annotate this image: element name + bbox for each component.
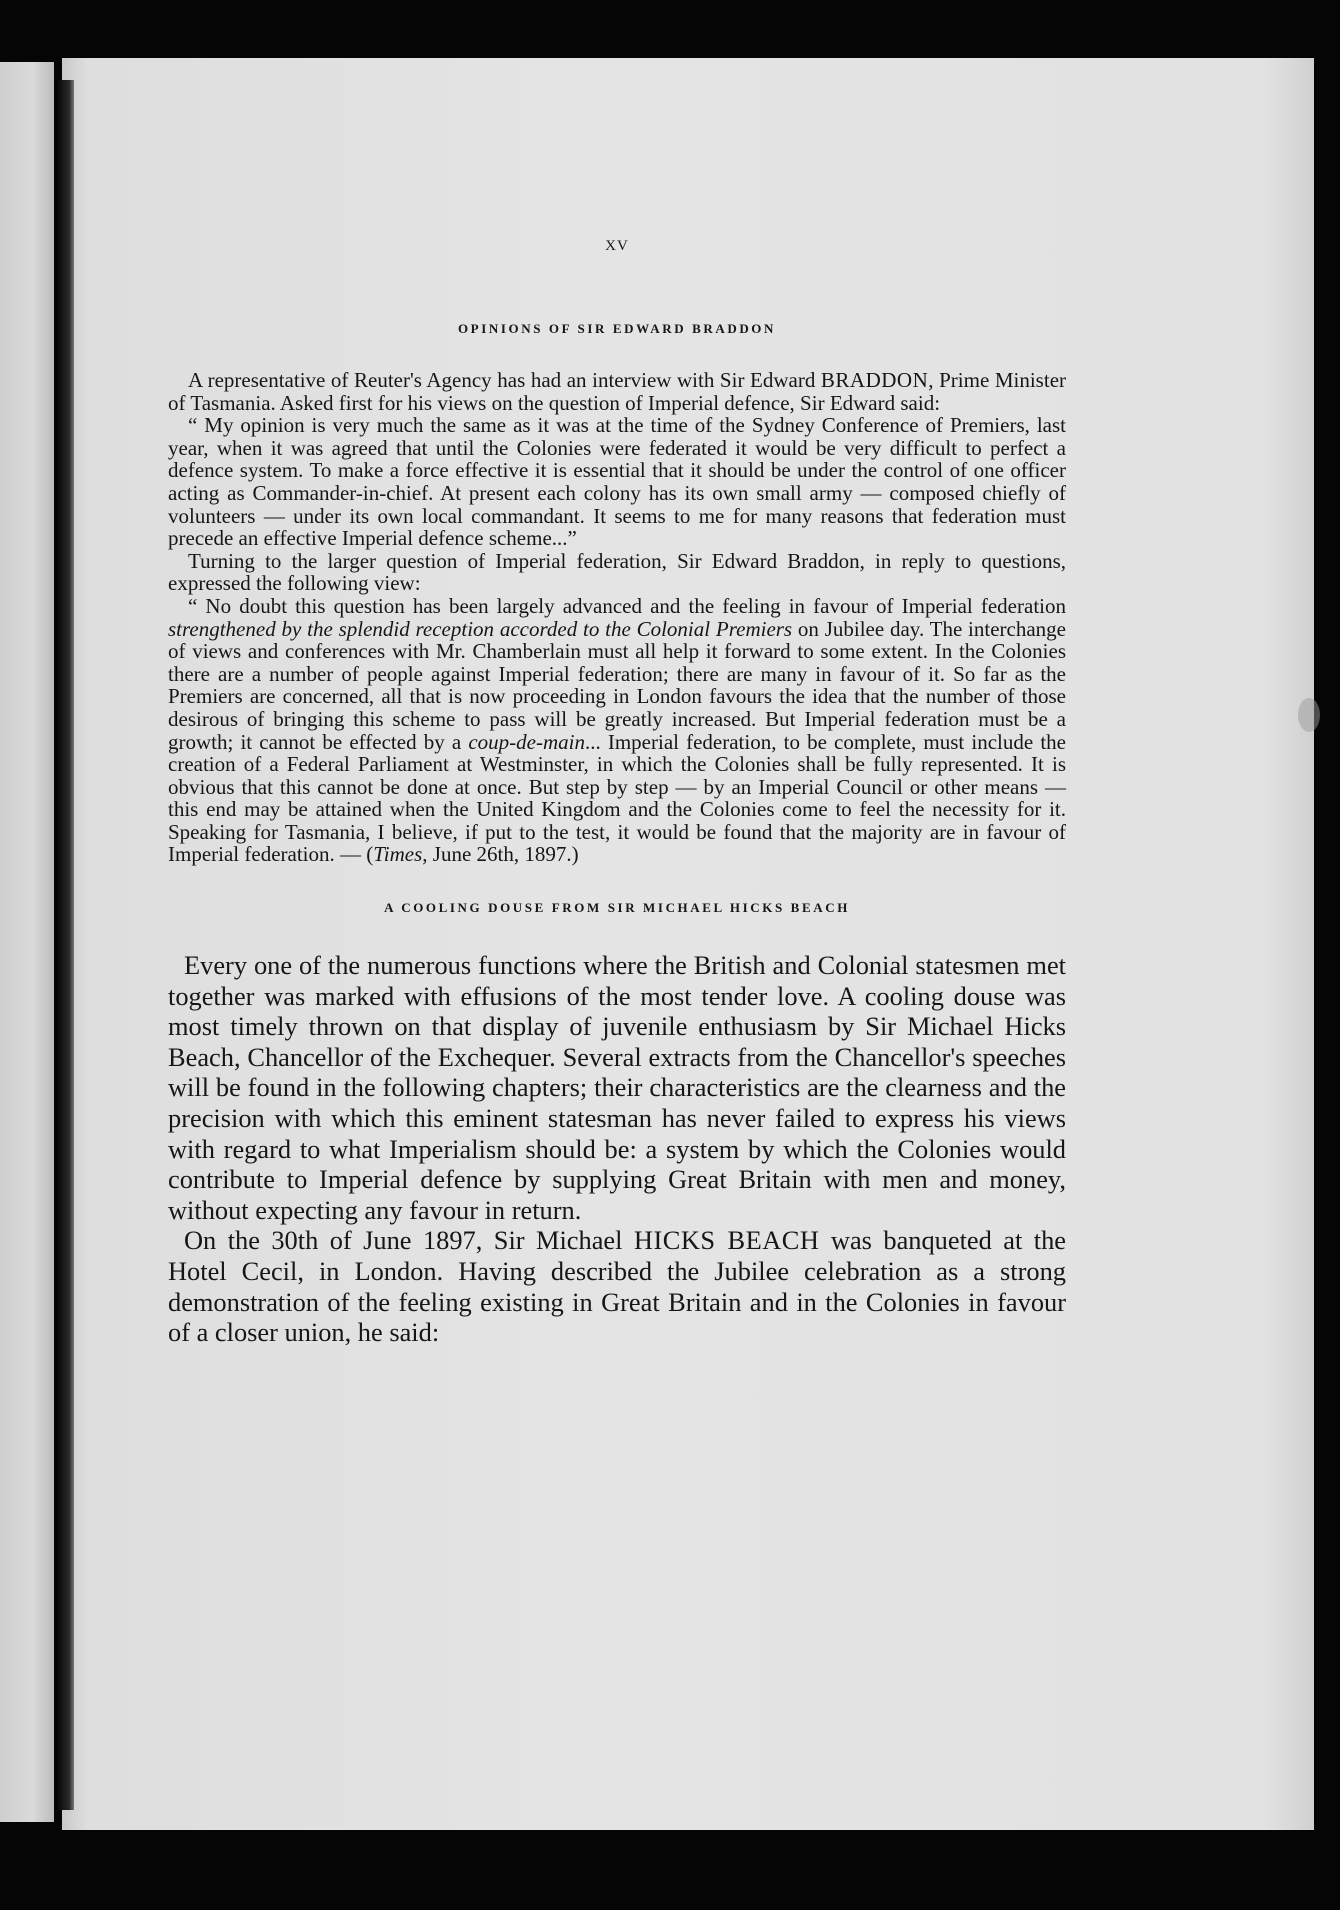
section-heading-braddon: OPINIONS OF SIR EDWARD BRADDON — [457, 321, 777, 336]
paragraph: “ My opinion is very much the same as it was at the time of the Sydney Conference of Premiers, last year, when it was agreed that until the Colonies were federated it would be very difficult to perfect a defence system. To make a force effective it is essential that it should be under the control of one officer acting as Commander-in-chief. At present each colony has its own small army — composed chiefly of volunteers — under its own local commandant. It seems to me for many reasons that federation must precede an effective Imperial defence scheme...” — [168, 413, 1066, 551]
emphasis: strengthened by the splendid reception accorded to the Colonial Premiers — [168, 616, 793, 641]
emphasis: coup-de-main — [468, 729, 585, 754]
paragraph: Every one of the numerous functions where the British and Colonial statesmen met together was marked with effusions of the most tender love. A cooling douse was most timely thrown on that display of juvenile enthusiasm by Sir Michael Hicks Beach, Chancellor of the Exchequer. Several extracts from the Chancellor's speeches will be found in the following chapters; their characteristics are the clearness and the precision with which this eminent statesman has never failed to express his views with regard to what Imperialism should be: a system by which the Colonies would contribute to Imperial defence by supplying Great Britain with men and money, without expecting any favour in return. — [168, 950, 1066, 1225]
person-name: BRADDON — [820, 368, 929, 392]
chapter-number: XV — [605, 238, 629, 254]
paragraph: On the 30th of June 1897, Sir Michael HICKS BEACH was banqueted at the Hotel Cecil, in London. Having described the Jubilee celebration as a strong demonstration of the feeling existing in Great Britain and in the Colonies in favour of a closer union, he said: — [168, 1225, 1066, 1348]
paper-stain — [1298, 698, 1320, 732]
paragraph: Turning to the larger question of Imperial federation, Sir Edward Braddon, in reply to questions, expressed the following view: — [168, 548, 1066, 596]
paragraph: “ No doubt this question has been largely advanced and the feeling in favour of Imperial federation strengthened by the splendid reception accorded to the Colonial Premiers on Jubilee day. The interchange of views and conferences with Mr. Chamberlain must all help it forward to some extent. In the Colonies there are a number of people against Imperial federation; there are many in favour of it. So far as the Premiers are concerned, all that is now proceeding in London favours the idea that the number of those desirous of bringing this scheme to pass will be greatly increased. But Imperial federation must be a growth; it cannot be effected by a coup-de-main... Imperial federation, to be complete, must include the creation of a Federal Parliament at Westminster, in which the Colonies shall be fully represented. It is obvious that this cannot be done at once. But step by step — by an Imperial Council or other means — this end may be attained when the United Kingdom and the Colonies come to feel the necessity for it. Speaking for Tasmania, I believe, if put to the test, it would be found that the majority are in favour of Imperial federation. — (Times, June 26th, 1897.) — [168, 593, 1067, 867]
source-citation: Times — [373, 842, 423, 867]
book-spine-shadow — [58, 80, 74, 1810]
section-heading-hicks-beach: A COOLING DOUSE FROM SIR MICHAEL HICKS BEACH — [384, 900, 850, 916]
page-content — [168, 238, 1066, 1348]
facing-page-edge — [0, 62, 54, 1822]
braddon-interview-text — [168, 369, 1066, 866]
hicks-beach-text — [168, 950, 1066, 1348]
paragraph: A representative of Reuter's Agency has had an interview with Sir Edward BRADDON, Prime Minister of Tasmania. Asked first for his views on the question of Imperial defence, Sir Edward said: — [168, 368, 1067, 415]
person-name: HICKS BEACH — [633, 1225, 820, 1256]
